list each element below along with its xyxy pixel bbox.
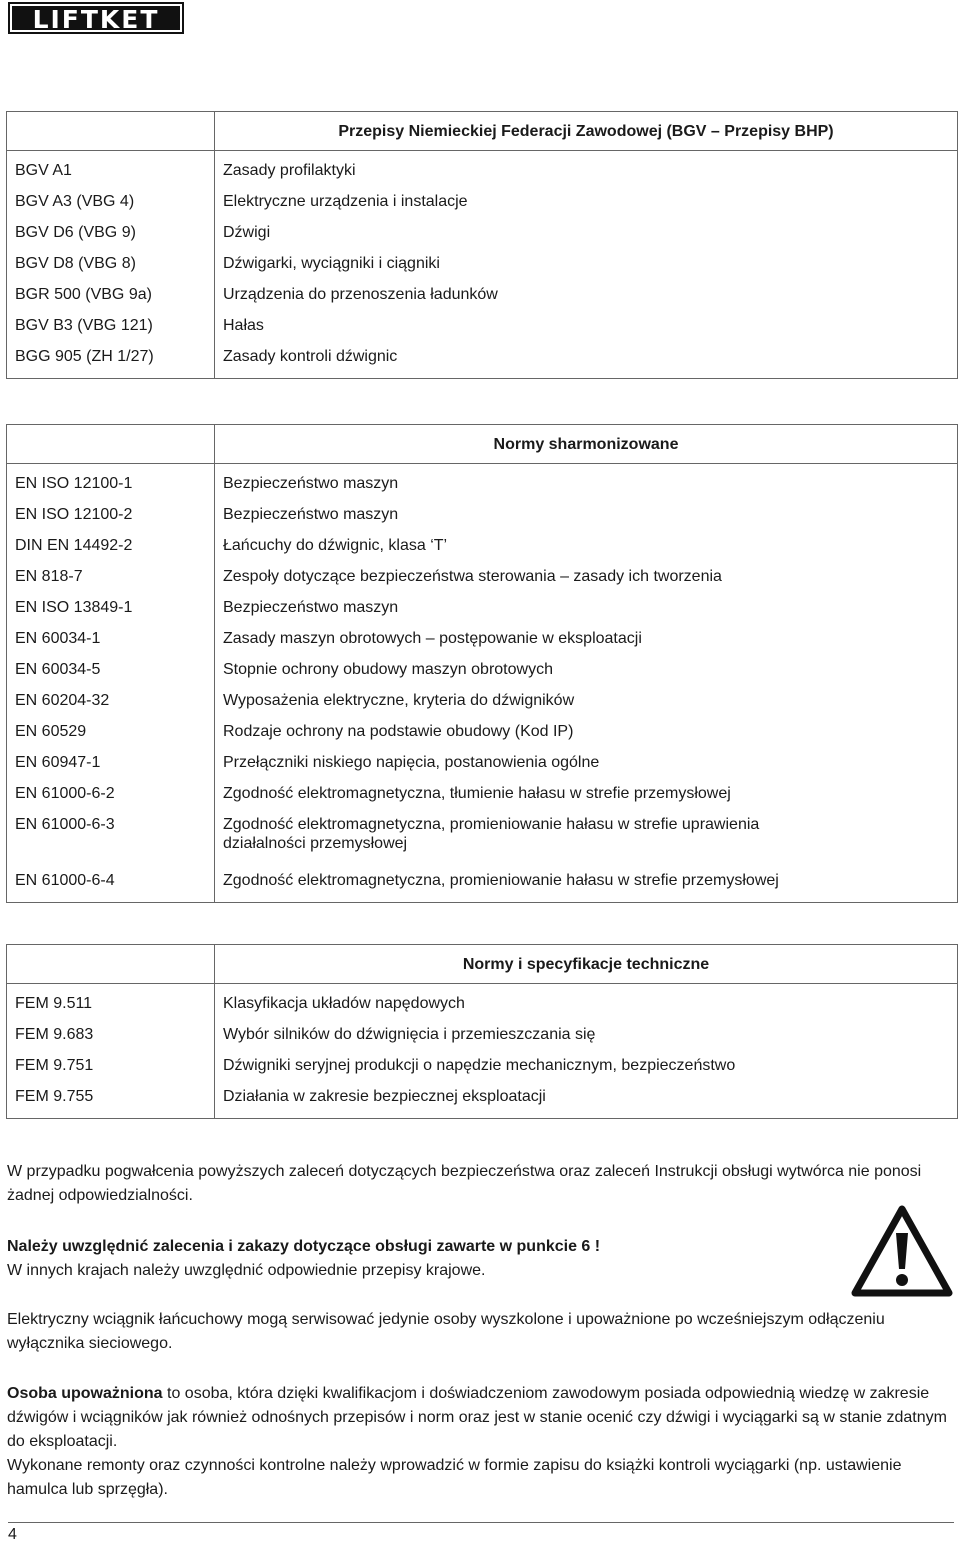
instruction-text: W innych krajach należy uwzględnić odpowiednie przepisy krajowe. <box>7 1262 486 1279</box>
bgv-regulations-table <box>6 111 958 379</box>
standard-description: Przełączniki niskiego napięcia, postanowienia ogólne <box>223 754 600 771</box>
bgv-description: Zasady profilaktyki <box>223 162 356 179</box>
standard-description: Zespoły dotyczące bezpieczeństwa sterowania – zasady ich tworzenia <box>223 568 722 585</box>
fem-code: FEM 9.751 <box>15 1057 94 1074</box>
standard-code: EN 60034-5 <box>15 661 101 678</box>
harmonized-table-title: Normy sharmonizowane <box>215 425 958 464</box>
fem-description: Działania w zakresie bezpiecznej eksploatacji <box>223 1088 546 1105</box>
table-empty-header <box>7 112 215 151</box>
standard-description: Stopnie ochrony obudowy maszyn obrotowych <box>223 661 553 678</box>
repair-log-text: Wykonane remonty oraz czynności kontrolne należy wprowadzić w formie zapisu do książki kontroli wyciągarki (np. ustawienie hamulca lub sprzęgła). <box>7 1457 902 1498</box>
bgv-description: Elektryczne urządzenia i instalacje <box>223 193 468 210</box>
standard-code: EN ISO 13849-1 <box>15 599 133 616</box>
standard-code: EN 61000-6-3 <box>15 816 115 833</box>
standard-description: Bezpieczeństwo maszyn <box>223 475 399 492</box>
bgv-code: BGV D8 (VBG 8) <box>15 255 136 272</box>
standard-code: EN 60034-1 <box>15 630 101 647</box>
fem-code: FEM 9.755 <box>15 1088 94 1105</box>
fem-codes-column <box>7 984 215 1119</box>
standard-description: Zasady maszyn obrotowych – postępowanie w eksploatacji <box>223 630 642 647</box>
authorized-person-paragraph <box>7 1382 947 1502</box>
fem-table-title: Normy i specyfikacje techniczne <box>215 945 958 984</box>
standard-description: Zgodność elektromagnetyczna, promieniowanie hałasu w strefie uprawienia działalności przemysłowej <box>223 816 760 852</box>
fem-code: FEM 9.511 <box>15 995 93 1012</box>
standard-code: EN ISO 12100-1 <box>15 475 133 492</box>
authorized-person-definition: to osoba, która dzięki kwalifikacjom i doświadczeniom zawodowym posiada odpowiednią wiedzę w zakresie dźwigów i wciągników jak również odnośnych przepisów i norm oraz jest w stanie ocenić czy dźwigi i wyciągarki są w stanie zdatnym do eksploatacji. <box>7 1385 947 1450</box>
bgv-description: Urządzenia do przenoszenia ładunków <box>223 286 498 303</box>
bgv-code: BGG 905 (ZH 1/27) <box>15 348 154 365</box>
bgv-description: Dźwigi <box>223 224 271 241</box>
instruction-bold-text: Należy uwzględnić zalecenia i zakazy dotyczące obsługi zawarte w punkcie 6 ! <box>7 1238 601 1255</box>
bgv-code: BGV A3 (VBG 4) <box>15 193 135 210</box>
standard-description: Rodzaje ochrony na podstawie obudowy (Kod IP) <box>223 723 574 740</box>
liability-text: W przypadku pogwałcenia powyższych zaleceń dotyczących bezpieczeństwa oraz zaleceń Instrukcji obsługi wytwórca nie ponosi żadnej odpowiedzialności. <box>7 1163 922 1204</box>
instruction-paragraph <box>7 1235 837 1283</box>
standard-code: DIN EN 14492-2 <box>15 537 133 554</box>
standard-description: Zgodność elektromagnetyczna, tłumienie hałasu w strefie przemysłowej <box>223 785 731 802</box>
page-number: 4 <box>8 1526 17 1543</box>
standard-code: EN 60529 <box>15 723 87 740</box>
bgv-description: Hałas <box>223 317 264 334</box>
warning-triangle-icon <box>851 1205 953 1297</box>
liability-paragraph <box>7 1160 947 1208</box>
bgv-description: Zasady kontroli dźwignic <box>223 348 398 365</box>
fem-specifications-table <box>6 944 958 1119</box>
standard-code: EN 60204-32 <box>15 692 110 709</box>
bgv-table-title: Przepisy Niemieckiej Federacji Zawodowej (BGV – Przepisy BHP) <box>215 112 958 151</box>
standard-code: EN 61000-6-4 <box>15 872 115 889</box>
authorized-person-text <box>7 1382 947 1454</box>
service-text: Elektryczny wciągnik łańcuchowy mogą serwisować jedynie osoby wyszkolone i upoważnione po wcześniejszym odłączeniu wyłącznika sieciowego. <box>7 1311 885 1352</box>
bgv-code: BGV A1 <box>15 162 72 179</box>
standard-description: Wyposażenia elektryczne, kryteria do dźwigników <box>223 692 575 709</box>
service-paragraph <box>7 1308 947 1356</box>
standard-description: Łańcuchy do dźwignic, klasa ‘T’ <box>223 537 448 554</box>
fem-descriptions-column <box>215 984 958 1119</box>
standard-description: Bezpieczeństwo maszyn <box>223 599 399 616</box>
fem-description: Klasyfikacja układów napędowych <box>223 995 465 1012</box>
harmonized-standards-table <box>6 424 958 903</box>
authorized-person-term: Osoba upoważniona <box>7 1385 163 1402</box>
bgv-descriptions-column <box>215 151 958 379</box>
standard-code: EN 61000-6-2 <box>15 785 115 802</box>
fem-code: FEM 9.683 <box>15 1026 94 1043</box>
liftket-logo: LIFTKET <box>8 2 184 34</box>
standard-code: EN 818-7 <box>15 568 83 585</box>
bgv-code: BGV B3 (VBG 121) <box>15 317 153 334</box>
fem-description: Dźwigniki seryjnej produkcji o napędzie mechanicznym, bezpieczeństwo <box>223 1057 736 1074</box>
bgv-code: BGR 500 (VBG 9a) <box>15 286 152 303</box>
standard-description: Bezpieczeństwo maszyn <box>223 506 399 523</box>
standard-code: EN 60947-1 <box>15 754 101 771</box>
fem-description: Wybór silników do dźwignięcia i przemieszczania się <box>223 1026 596 1043</box>
bgv-code: BGV D6 (VBG 9) <box>15 224 136 241</box>
table-empty-header <box>7 945 215 984</box>
bgv-description: Dźwigarki, wyciągniki i ciągniki <box>223 255 440 272</box>
harmonized-descriptions-column <box>215 464 958 903</box>
table-empty-header <box>7 425 215 464</box>
footer-divider <box>8 1522 954 1523</box>
bgv-codes-column <box>7 151 215 379</box>
standard-code: EN ISO 12100-2 <box>15 506 133 523</box>
harmonized-codes-column <box>7 464 215 903</box>
standard-description: Zgodność elektromagnetyczna, promieniowanie hałasu w strefie przemysłowej <box>223 872 779 889</box>
